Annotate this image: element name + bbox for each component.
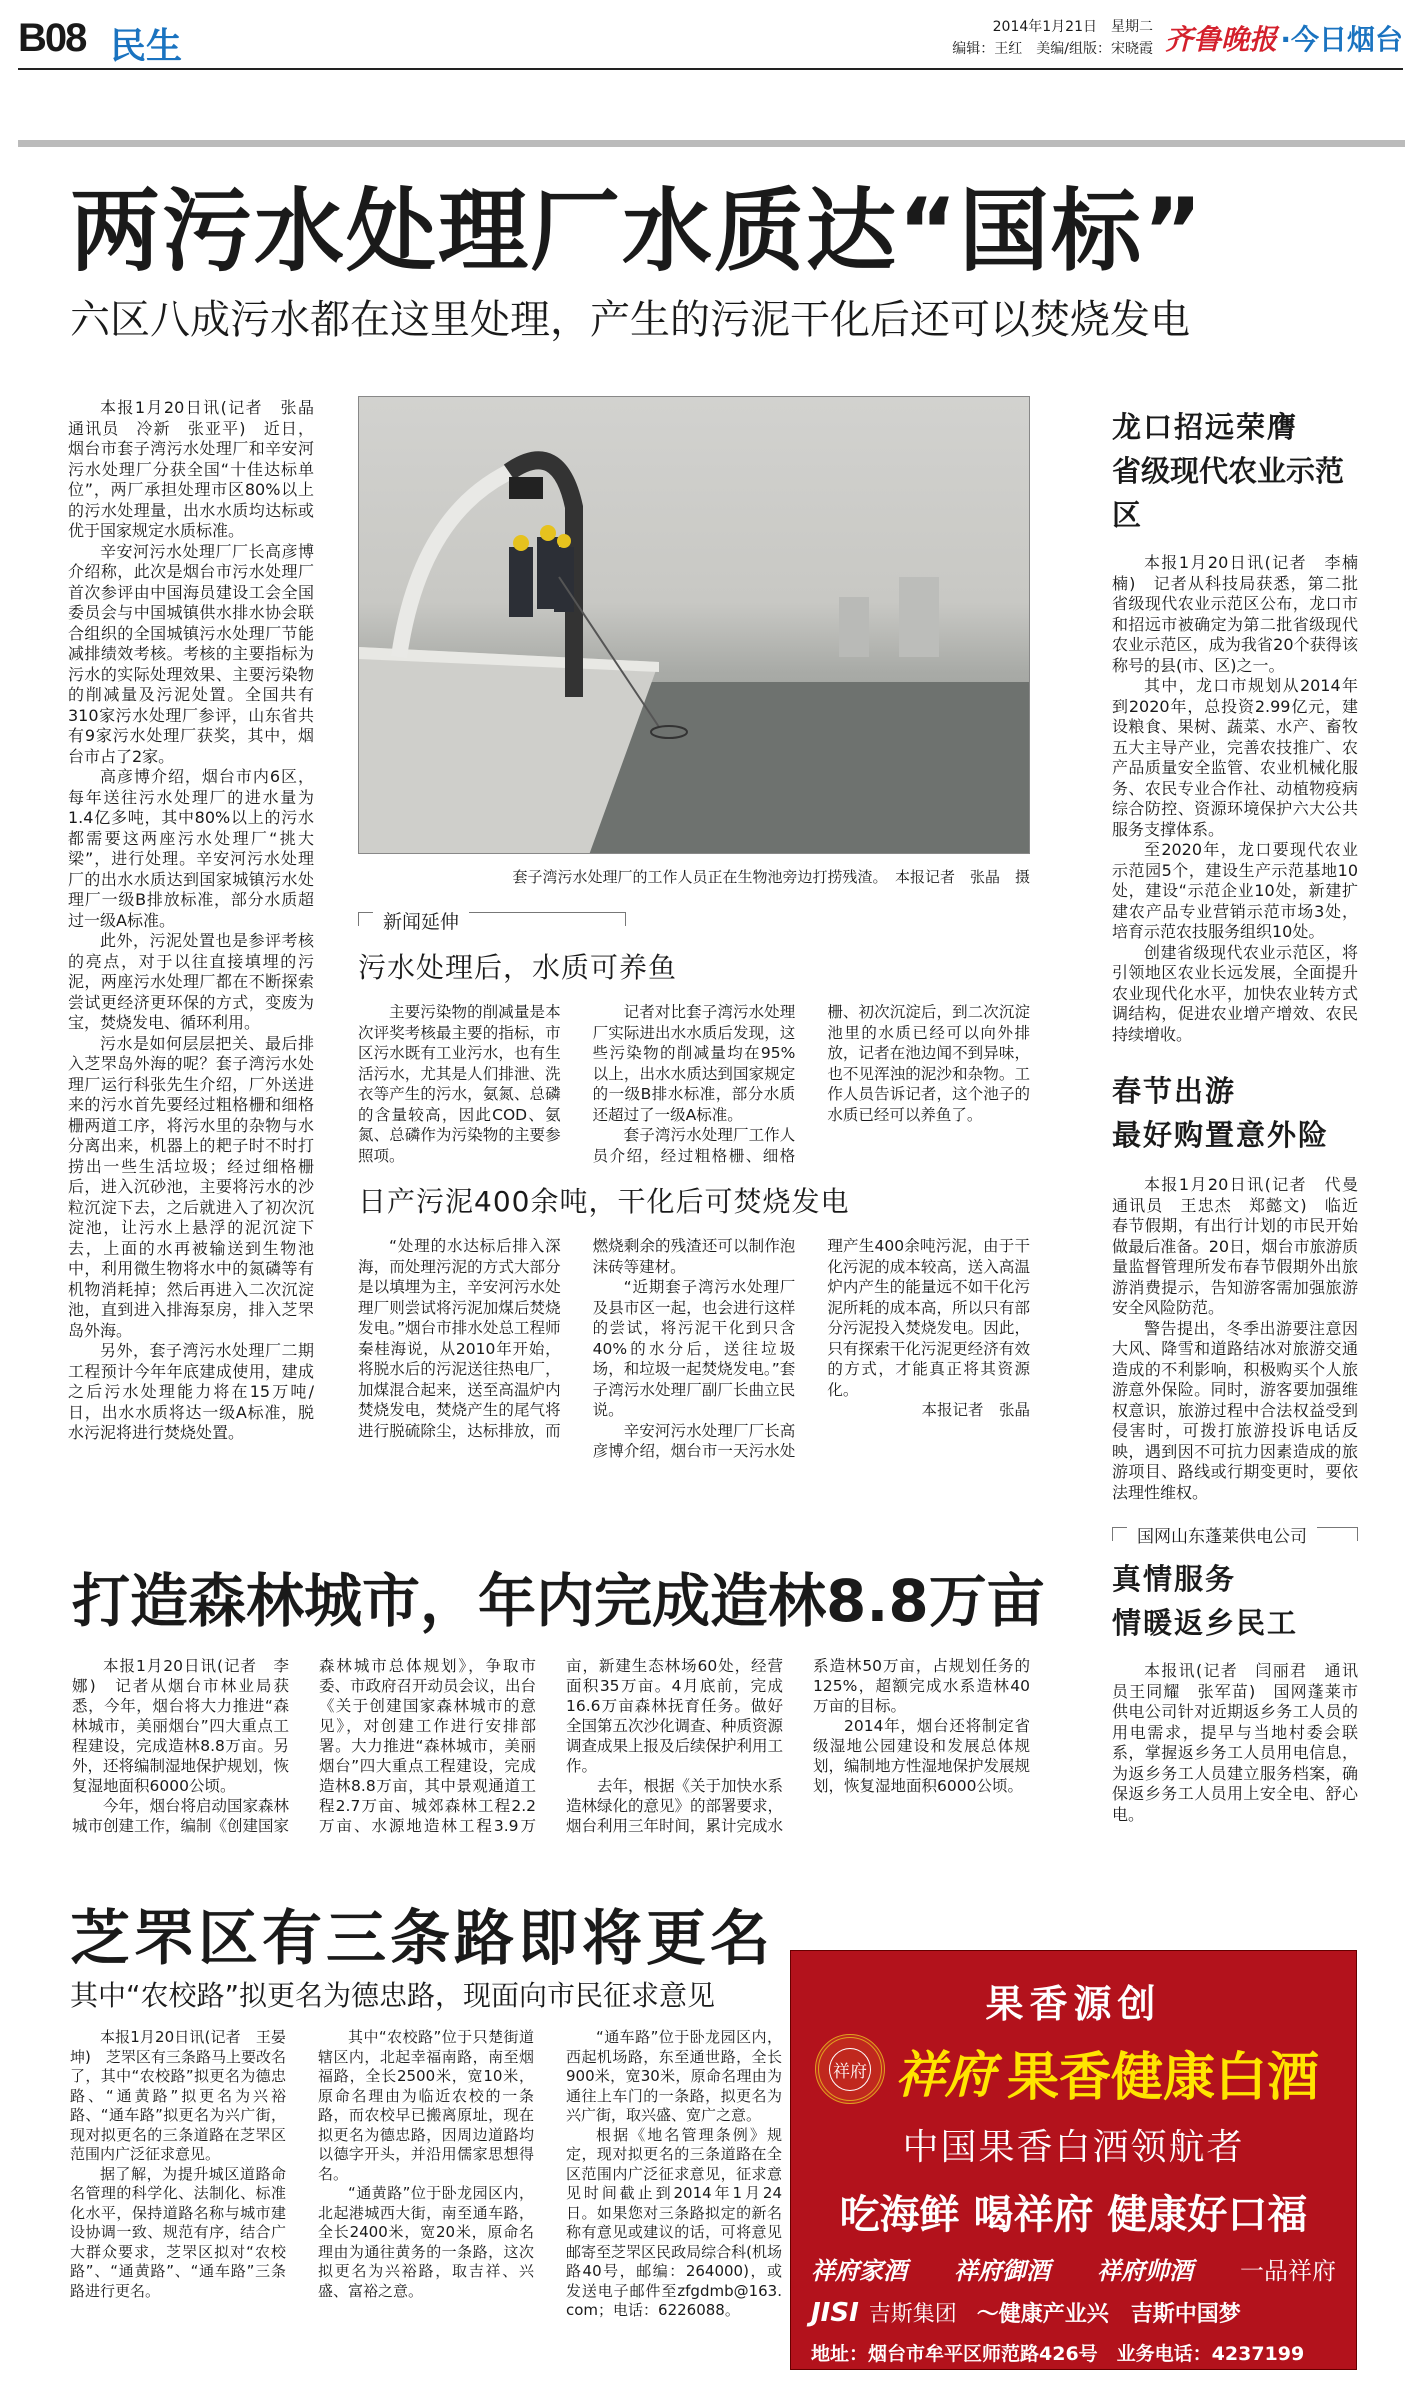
product-name: 祥府帅酒	[1097, 2257, 1193, 2285]
paragraph: 去年，根据《关于加快水系造林绿化的意见》的部署要求，烟台利用三年时间，累计完成水系造林50万亩，占规划任务的125%，超额完成水系造林40万亩的目标。	[566, 1657, 1030, 1835]
roads-subtitle: 其中“农校路”拟更名为德忠路，现面向市民征求意见	[70, 1979, 716, 2012]
ad-brand: 祥府	[895, 2046, 995, 2104]
photo-scene-illustration	[359, 397, 1030, 854]
paragraph: 记者对比套子湾污水处理厂实际进出水水质后发现，这些污染物的削减量均在95%以上，出水水质达到国家规定的一级B排水标准，部分水质还超过了一级A标准。	[592, 1003, 796, 1124]
travel-heading-2: 最好购置意外险	[1112, 1118, 1330, 1152]
paragraph: 本报1月20日讯(记者 王晏坤) 芝罘区有三条路马上要改名了，其中“农校路”拟更名为德忠路、“通黄路”拟更名为兴裕路、“通车路”拟更名为兴广街，现对拟更名的三条道路在芝罘区范围内广泛征求意见。	[70, 2028, 286, 2163]
seal-text: 祥府	[829, 2048, 871, 2091]
lead-subtitle: 六区八成污水都在这里处理，产生的污泥干化后还可以焚烧发电	[70, 297, 1190, 343]
lead-title: 两污水处理厂水质达“国标”	[70, 179, 1205, 284]
news-extension	[358, 946, 1030, 1462]
ad-products	[811, 2251, 1336, 2286]
ad-line3: 中国果香白酒领航者	[902, 2127, 1245, 2168]
paragraph: 高彦博介绍，烟台市内6区，每年送往污水处理厂的进水量为1.4亿多吨，其中80%以上的污水都需要这两座污水处理厂“挑大梁”，进行处理。辛安河污水处理厂的出水水质达到国家城镇污水处理厂一级B排放标准，部分水质超过一级A标准。	[68, 767, 314, 930]
masthead	[18, 10, 1403, 70]
paragraph: 至2020年，龙口要现代农业示范园5个，建设生产示范基地10处，建设“示范企业10处，新建扩建农产品专业营销示范市场3处，培育示范农技服务组织10处。	[1112, 840, 1358, 941]
article-longkou	[1112, 405, 1358, 1045]
photo-caption: 套子湾污水处理厂的工作人员正在生物池旁边打捞残渣。 本报记者 张晶 摄	[512, 868, 1030, 886]
news-photo	[358, 396, 1030, 854]
longkou-heading-1: 龙口招远荣膺	[1112, 410, 1299, 444]
travel-heading-1: 春节出游	[1112, 1074, 1237, 1108]
group-name: 吉斯集团	[868, 2302, 957, 2327]
roads-title: 芝罘区有三条路即将更名	[70, 1904, 774, 1974]
paragraph: “近期套子湾污水处理厂及县市区一起，也会进行这样的尝试，将污泥干化到只含40%的水分后，送往垃圾场，和垃圾一起焚烧发电。”套子湾污水处理厂副厂长曲立民说。	[592, 1278, 796, 1419]
byline: 本报记者 张晶	[921, 1401, 1030, 1419]
paragraph: 另外，套子湾污水处理厂二期工程预计今年年底建成使用，建成之后污水处理能力将在15万吨/日，出水水质将达一级A标准，脱水污泥将进行焚烧处置。	[68, 1341, 314, 1442]
paragraph: “通黄路”位于卧龙园区内，北起港城西大街，南至通车路，全长2400米，宽20米，原命名理由为通往黄务的一条路，这次拟更名为兴裕路，取吉祥、兴盛、富裕之意。	[318, 2184, 534, 2300]
news-extension-label: 新闻延伸	[373, 910, 469, 934]
brand-seal-icon	[815, 2034, 885, 2104]
section-name: 民生	[110, 26, 183, 67]
paper-logo: 齐鲁晚报	[1164, 23, 1277, 56]
ad-line1: 果香源创	[985, 1982, 1162, 2026]
ad-group-row	[811, 2297, 1336, 2328]
article-power-service	[1112, 1527, 1358, 1825]
forest-title: 打造森林城市，年内完成造林8.8万亩	[72, 1567, 1045, 1635]
paragraph: 本报1月20日讯(记者 李娜) 记者从烟台市林业局获悉，今年，烟台将大力推进“森林城市，美丽烟台”四大重点工程建设，完成造林8.8万亩。另外，还将编制湿地保护规划，恢复湿地面积6000公顷。	[72, 1657, 290, 1795]
paragraph: 污水是如何层层把关、最后排入芝罘岛外海的呢？套子湾污水处理厂运行科张先生介绍，厂外送进来的污水首先要经过粗格栅和细格栅两道工序，将污水里的杂物与水分离出来，机器上的耙子时不时打捞出一些生活垃圾；经过细格栅后，进入沉砂池，主要将污水的沙粒沉淀下去，之后就进入了初次沉淀池，让污水上悬浮的泥沉淀下去，上面的水再被输送到生物池中，利用微生物将水中的氮磷等有机物消耗掉；然后再进入二次沉淀池，直到进入排海泵房，排入芝罘岛外海。	[68, 1033, 314, 1340]
paragraph: 今年，烟台将启动国家森林城市创建工作，编制《创建国家森林城市总体规划》，争取市委、市政府召开动员会议，出台《关于创建国家森林城市的意见》，对创建工作进行安排部署。大力推进“森林城市，美丽烟台”四大重点工程建设，完成造林8.8万亩，其中景观通道工程2.7万亩、城郊森林工程2.2万亩、水源地造林工程3.9万亩，新建生态林场60处，经营面积35万亩。4月底前，完成16.6万亩森林抚育任务。做好全国第五次沙化调查、种质资源调查成果上报及后续保护利用工作。	[72, 1657, 784, 1835]
edition-name: ·今日烟台	[1280, 23, 1403, 56]
lead-body	[68, 398, 331, 1444]
roads-body	[70, 2028, 782, 2321]
paragraph: “通车路”位于卧龙园区内，西起机场路，东至通世路，全长900米，宽30米，原命名理由为通往上车门的一条路，拟更名为兴广街，取兴盛、宽广之意。	[566, 2028, 782, 2124]
ad-address: 地址：烟台市牟平区师范路426号 业务电话：4237199	[811, 2343, 1305, 2365]
product-name: 祥府家酒	[811, 2257, 907, 2285]
liquor-advertisement	[790, 1950, 1357, 2370]
power-company-label: 国网山东蓬莱供电公司	[1127, 1525, 1317, 1549]
longkou-heading-2: 省级现代农业示范区	[1112, 454, 1345, 532]
paragraph: 据了解，为提升城区道路命名管理的科学化、法制化、标准化水平，保持道路名称与城市建设协调一致、规范有序，结合广大群众要求，芝罘区拟对“农校路”、“通黄路”、“通车路”三条路进行更名。	[70, 2164, 286, 2300]
ext1-body	[358, 1002, 1030, 1166]
power-heading-2: 情暖返乡民工	[1112, 1606, 1299, 1640]
divider-bar	[18, 140, 1405, 147]
paragraph: 辛安河污水处理厂厂长高彦博介绍，烟台市一天污水处理产生400余吨污泥，由于干化污泥的成本较高，送入高温炉内产生的能量远不如干化污泥所耗的成本高，所以只有部分污泥投入焚烧发电。因此，只有探索干化污泥更经济有效的方式，才能真正将其资源化。	[592, 1237, 1030, 1460]
paragraph: 其中“农校路”位于只楚街道辖区内，北起幸福南路，南至烟福路，全长2500米，宽10米，原命名理由为临近农校的一条路，而农校早已搬离原址，现在拟更名为德忠路，因周边道路均以德字开头，并沿用儒家思想得名。	[318, 2028, 534, 2183]
page-number: B08	[18, 16, 86, 60]
ext1-heading: 污水处理后，水质可养鱼	[358, 951, 678, 984]
paragraph: 主要污染物的削减量是本次评奖考核最主要的指标，市区污水既有工业污水，也有生活污水，尤其是人们排泄、洗衣等产生的污水，氨氮、总磷的含量较高，因此COD、氨氮、总磷作为污染物的主要参照项。	[358, 1003, 561, 1165]
group-slogan: ～健康产业兴 吉斯中国梦	[976, 2302, 1241, 2327]
forest-body	[72, 1656, 1030, 1836]
paragraph: 本报1月20日讯(记者 张晶 通讯员 冷新 张亚平) 近日，烟台市套子湾污水处理厂和辛安河污水处理厂分获全国“十佳达标单位”，两厂承担处理市区80%以上的污水处理量，出水水质均达标或优于国家规定水质标准。	[68, 398, 331, 540]
article-spring-travel	[1112, 1069, 1375, 1503]
editors: 编辑：王红 美编/组版：宋晓霞	[952, 41, 1153, 57]
paragraph: 2014年，烟台还将制定省级湿地公园建设和发展总体规划，编制地方性湿地保护发展规划，恢复湿地面积6000公顷。	[813, 1717, 1031, 1795]
jisi-logo: JISI	[811, 2297, 859, 2328]
side-column	[1112, 405, 1375, 1825]
paragraph: 本报1月20日讯(记者 代曼 通讯员 王忠杰 郑懿文) 临近春节假期，有出行计划的市民开始做最后准备。20日，烟台市旅游质量监督管理所发布春节假期外出旅游消费提示，告知游客需加强旅游安全风险防范。	[1112, 1175, 1375, 1317]
paragraph: 本报讯(记者 闫丽君 通讯员王同耀 张军苗) 国网蓬莱市供电公司针对近期返乡务工人员的用电需求，提早与当地村委会联系，掌握返乡务工人员用电信息，为返乡务工人员建立服务档案，确保返乡务工人员用上安全电、舒心电。	[1112, 1661, 1358, 1824]
power-company-tag	[1112, 1527, 1358, 1547]
product-name: 一品祥府	[1240, 2257, 1336, 2285]
paragraph: 其中，龙口市规划从2014年到2020年，总投资2.99亿元，建设粮食、果树、蔬菜、水产、畜牧五大主导产业，完善农技推广、农产品质量安全监管、农业机械化服务、农民专业合作社、动植物疫病综合防控、资源环境保护六大公共服务支撑体系。	[1112, 676, 1358, 839]
paragraph: 此外，污泥处置也是参评考核的亮点，对于以往直接填埋的污泥，两座污水处理厂都在不断探索尝试更经济更环保的方式，变废为宝，焚烧发电、循环利用。	[68, 931, 314, 1032]
paragraph: 创建省级现代农业示范区，将引领地区农业长远发展，全面提升农业现代化水平，加快农业转方式调结构，促进农业增产增效、农民持续增收。	[1112, 942, 1358, 1044]
issue-date: 2014年1月21日 星期二	[992, 19, 1153, 35]
ext2-body	[358, 1236, 1030, 1462]
paragraph: 警告提出，冬季出游要注意因大风、降雪和道路结冰对旅游交通造成的不利影响，积极购买个人旅游意外保险。同时，游客要加强维权意识，旅游过程中合法权益受到侵害时，可拨打旅游投诉电话反映，遇到因不可抗力因素造成的旅游项目、路线或行期变更时，要依法理性维权。	[1112, 1318, 1358, 1502]
paragraph: 辛安河污水处理厂厂长高彦博介绍称，此次是烟台市污水处理厂首次参评由中国海员建设工会全国委员会与中国城镇供水排水协会联合组织的全国城镇污水处理厂节能减排绩效考核。考核的主要指标为污水的实际处理效果、主要污染物的削减量及污泥处置。全国共有310家污水处理厂参评，山东省共有9家污水处理厂获奖，其中，烟台市占了2家。	[68, 541, 314, 766]
paragraph: 套子湾污水处理厂工作人员介绍，经过粗格栅、细格栅、初次沉淀后，到二次沉淀池里的水质已经可以向外排放，记者在池边闻不到异味，也不见浑浊的泥沙和杂物。工作人员告诉记者，这个池子的水质已经可以养鱼了。	[592, 1003, 1030, 1165]
power-heading-1: 真情服务	[1112, 1562, 1237, 1596]
ext2-heading: 日产污泥400余吨，干化后可焚烧发电	[358, 1185, 850, 1218]
paragraph: “处理的水达标后排入深海，而处理污泥的方式大部分是以填埋为主，辛安河污水处理厂则尝试将污泥加煤后焚烧发电。”烟台市排水处总工程师秦桂海说，从2010年开始，将脱水后的污泥送往热电厂，加煤混合起来，送至高温炉内焚烧发电，焚烧产生的尾气将进行脱硫除尘，达标排放，而燃烧剩余的残渣还可以制作泡沫砖等建材。	[358, 1237, 796, 1440]
ad-headline: 果香健康白酒	[1007, 2048, 1320, 2108]
product-name: 祥府御酒	[954, 2257, 1050, 2285]
ad-slogan: 吃海鲜 喝祥府 健康好口福	[839, 2192, 1308, 2238]
paragraph: 本报1月20日讯(记者 李楠楠) 记者从科技局获悉，第二批省级现代农业示范区公布，龙口市和招远市被确定为第二批省级现代农业示范区，成为我省20个获得该称号的县(市、区)之一。	[1112, 553, 1358, 675]
news-extension-tag	[358, 911, 626, 933]
paragraph: 根据《地名管理条例》规定，现对拟更名的三条道路在全区范围内广泛征求意见，征求意见时间截止到2014年1月24日。如果您对三条路拟定的新名称有意见或建议的话，可将意见邮寄至芝罘区民政局综合科(机场路40号，邮编：264000)，或发送电子邮件至zfgdmb@163.com；电话：6226088。	[566, 2125, 782, 2319]
